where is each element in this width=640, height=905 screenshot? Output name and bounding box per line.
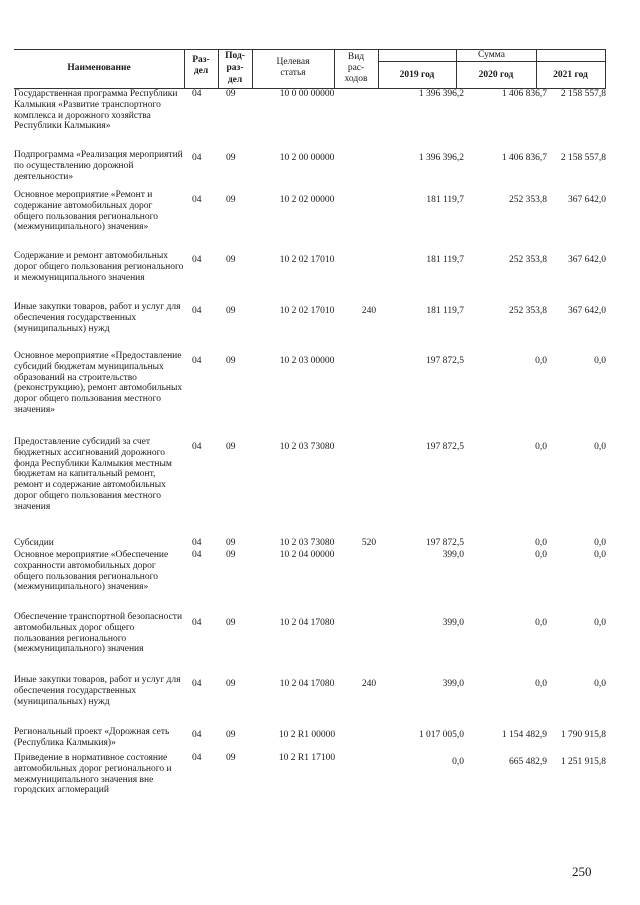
page-number: 250 [572, 864, 592, 879]
header-2019: 2019 год [399, 70, 435, 80]
document-page: Наименование Раз- дел Под- раз- дел Целевая статья Вид рас- ходов Сумма 2019 год 2020 год 2021 год Государственная программа Республики Калмыкия «Развитие транспортного комплекса и дорожного хозяйства Республики Калмыкия» 04 09 10 0 00 00000 1 396 396,2 1 406 836,7 2 158 557,8 Подпрограмма «Реализация мероприятий по осуществлению дорожной деятельности» 04 09 10 2 00 00000 1 396 396,2 1 406 836,7 2 158 557,8 Основное мероприятие «Ремонт и содержание автомобильных дорог общего пользования регионального (межмуниципального) значения» 04 09 10 2 02 00000 181 119,7 252 353,8 367 642,0 Содержание и ремонт автомобильных дорог общего пользования регионального и межмуниципального значения 04 09 10 2 02 17010 181 119,7 252 353,8 367 642,0 Иные закупки товаров, работ и услуг для обеспечения государственных (муниципальных) нужд 04 09 10 2 02 17010 240 181 119,7 252 353,8 367 642,0 Основное мероприятие «Предоставление субсидий бюджетам муниципальных образований на строительство (реконструкцию), ремонт автомобильных дорог общего пользования местного значения» 04 09 10 2 03 00000 197 872,5 0,0 0,0 Предоставление субсидий за счет бюджетных ассигнований дорожного фонда Республики Калмыкия местным бюджетам на капитальный ремонт, ремонт и содержание автомобильных дорог общего пользования местного значения 04 09 10 2 03 73080 197 872,5 0,0 0,0 Субсидии 04 09 10 2 03 73080 520 197 872,5 0,0 0,0 Основное мероприятие «Обеспечение сохранности автомобильных дорог общего пользования регионального (межмуниципального) значения» 04 09 10 2 04 00000 399,0 0,0 0,0 Обеспечение транспортной безопасности автомобильных дорог общего пользования регионального (межмуниципального) значения 04 09 10 2 04 17080 399,0 0,0 0,0 Иные закупки товаров, работ и услуг для обеспечения государственных (муниципальных) нужд 04 09 10 2 04 17080 240 399,0 0,0 0,0 Региональный проект «Дорожная сеть (Республика Калмыкия)» 04 09 10 2 R1 00000 1 017 005,0 1 154 482,9 1 790 915,8 Приведение в нормативное состояние автомобильных дорог регионального и межмуниципального значения вне городских агломераций 04 09 10 2 R1 17100 0,0 665 482,9 1 251 915,8 250 [14, 50, 606, 879]
header-vid: Вид рас- ходов [344, 52, 368, 84]
header-2021: 2021 год [553, 70, 588, 80]
table-header [14, 49, 606, 89]
header-podrazdel: Под- раз- дел [225, 51, 245, 85]
header-2020: 2020 год [478, 70, 514, 80]
header-sum: Сумма [478, 50, 505, 60]
header-target: Целевая статья [276, 57, 310, 78]
header-razdel: Раз- дел [192, 55, 210, 76]
header-name: Наименование [67, 63, 131, 73]
